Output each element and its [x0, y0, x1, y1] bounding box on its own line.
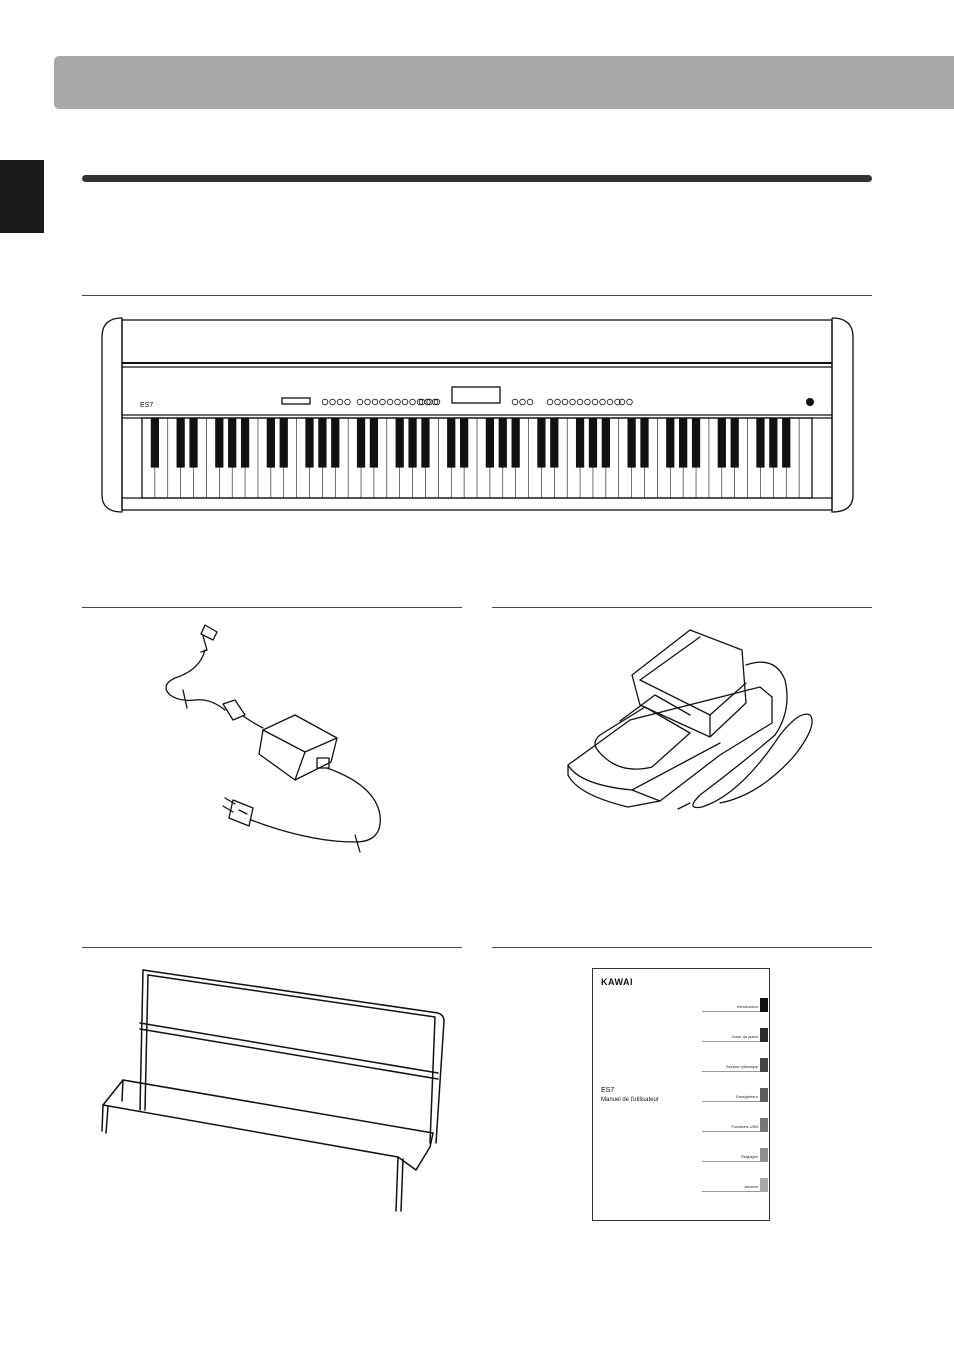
- section-title-rule: [82, 175, 872, 182]
- manual-chapter-line: [702, 1131, 760, 1132]
- manual-chapter-line: [702, 1101, 760, 1102]
- black-key: [679, 418, 687, 468]
- panel-button: [527, 399, 533, 405]
- digital-piano-illustration: [100, 315, 855, 515]
- panel-button: [365, 399, 371, 405]
- manual-chapter-label: Annexe: [744, 1184, 758, 1189]
- black-key: [718, 418, 726, 468]
- panel-button: [322, 399, 328, 405]
- black-key: [241, 418, 249, 468]
- panel-button: [585, 399, 591, 405]
- black-key: [756, 418, 764, 468]
- black-key: [267, 418, 275, 468]
- chapter-header-band: [54, 56, 954, 109]
- black-key: [447, 418, 455, 468]
- adapter-section-rule: [82, 607, 462, 608]
- manual-chapter-tab: [760, 998, 768, 1012]
- panel-button: [372, 399, 378, 405]
- manual-chapter-tab: [760, 1088, 768, 1102]
- black-key: [731, 418, 739, 468]
- panel-button: [330, 399, 336, 405]
- panel-button: [512, 399, 518, 405]
- sustain-pedal-illustration: [560, 625, 830, 825]
- black-key: [408, 418, 416, 468]
- black-key: [782, 418, 790, 468]
- panel-button: [600, 399, 606, 405]
- manual-chapter-line: [702, 1191, 760, 1192]
- manual-brand: KAWAI: [601, 977, 634, 987]
- black-key: [769, 418, 777, 468]
- piano-model-label: ES7: [140, 402, 154, 409]
- manual-chapter-label: Fonctions USB: [731, 1124, 758, 1129]
- black-key: [215, 418, 223, 468]
- manual-subtitle: Manuel de l'utilisateur: [601, 1097, 659, 1103]
- manual-chapter-label: Introduction: [737, 1004, 758, 1009]
- manual-chapter-tab: [760, 1178, 768, 1192]
- manual-chapter-label: Réglages: [741, 1154, 758, 1159]
- panel-button: [555, 399, 561, 405]
- manual-section-rule: [492, 947, 872, 948]
- panel-button: [547, 399, 553, 405]
- black-key: [151, 418, 159, 468]
- manual-chapter-line: [702, 1071, 760, 1072]
- black-key: [576, 418, 584, 468]
- black-key: [331, 418, 339, 468]
- panel-button: [577, 399, 583, 405]
- panel-button: [627, 399, 633, 405]
- manual-chapter-label: Enregistreur: [736, 1094, 758, 1099]
- owners-manual-illustration: [592, 968, 770, 1221]
- black-key: [602, 418, 610, 468]
- panel-button: [357, 399, 363, 405]
- black-key: [177, 418, 185, 468]
- piano-section-rule: [82, 295, 872, 296]
- black-key: [421, 418, 429, 468]
- panel-button: [337, 399, 343, 405]
- panel-button: [410, 399, 416, 405]
- manual-chapter-line: [702, 1041, 760, 1042]
- black-key: [627, 418, 635, 468]
- panel-button: [380, 399, 386, 405]
- panel-button: [570, 399, 576, 405]
- black-key: [499, 418, 507, 468]
- manual-chapter-tab: [760, 1148, 768, 1162]
- manual-chapter-label: Jouer du piano: [731, 1034, 758, 1039]
- panel-button: [607, 399, 613, 405]
- manual-chapter-line: [702, 1011, 760, 1012]
- black-key: [280, 418, 288, 468]
- black-key: [640, 418, 648, 468]
- black-key: [486, 418, 494, 468]
- black-key: [512, 418, 520, 468]
- music-rest-section-rule: [82, 947, 462, 948]
- black-key: [370, 418, 378, 468]
- black-key: [537, 418, 545, 468]
- black-key: [189, 418, 197, 468]
- panel-button: [520, 399, 526, 405]
- panel-button: [592, 399, 598, 405]
- panel-button: [402, 399, 408, 405]
- manual-model: ES7: [601, 1087, 615, 1094]
- manual-chapter-label: Section rythmique: [725, 1064, 758, 1069]
- black-key: [589, 418, 597, 468]
- black-key: [460, 418, 468, 468]
- manual-chapter-tab: [760, 1058, 768, 1072]
- black-key: [357, 418, 365, 468]
- black-key: [396, 418, 404, 468]
- black-key: [666, 418, 674, 468]
- pedal-section-rule: [492, 607, 872, 608]
- ac-adapter-illustration: [155, 620, 395, 860]
- black-key: [228, 418, 236, 468]
- black-key: [305, 418, 313, 468]
- panel-button: [562, 399, 568, 405]
- manual-chapter-tab: [760, 1118, 768, 1132]
- manual-chapter-tab: [760, 1028, 768, 1042]
- panel-button: [387, 399, 393, 405]
- black-key: [692, 418, 700, 468]
- music-rest-illustration: [98, 965, 453, 1215]
- panel-button: [395, 399, 401, 405]
- language-side-tab: [0, 160, 44, 233]
- black-key: [318, 418, 326, 468]
- black-key: [550, 418, 558, 468]
- panel-button: [345, 399, 351, 405]
- manual-chapter-line: [702, 1161, 760, 1162]
